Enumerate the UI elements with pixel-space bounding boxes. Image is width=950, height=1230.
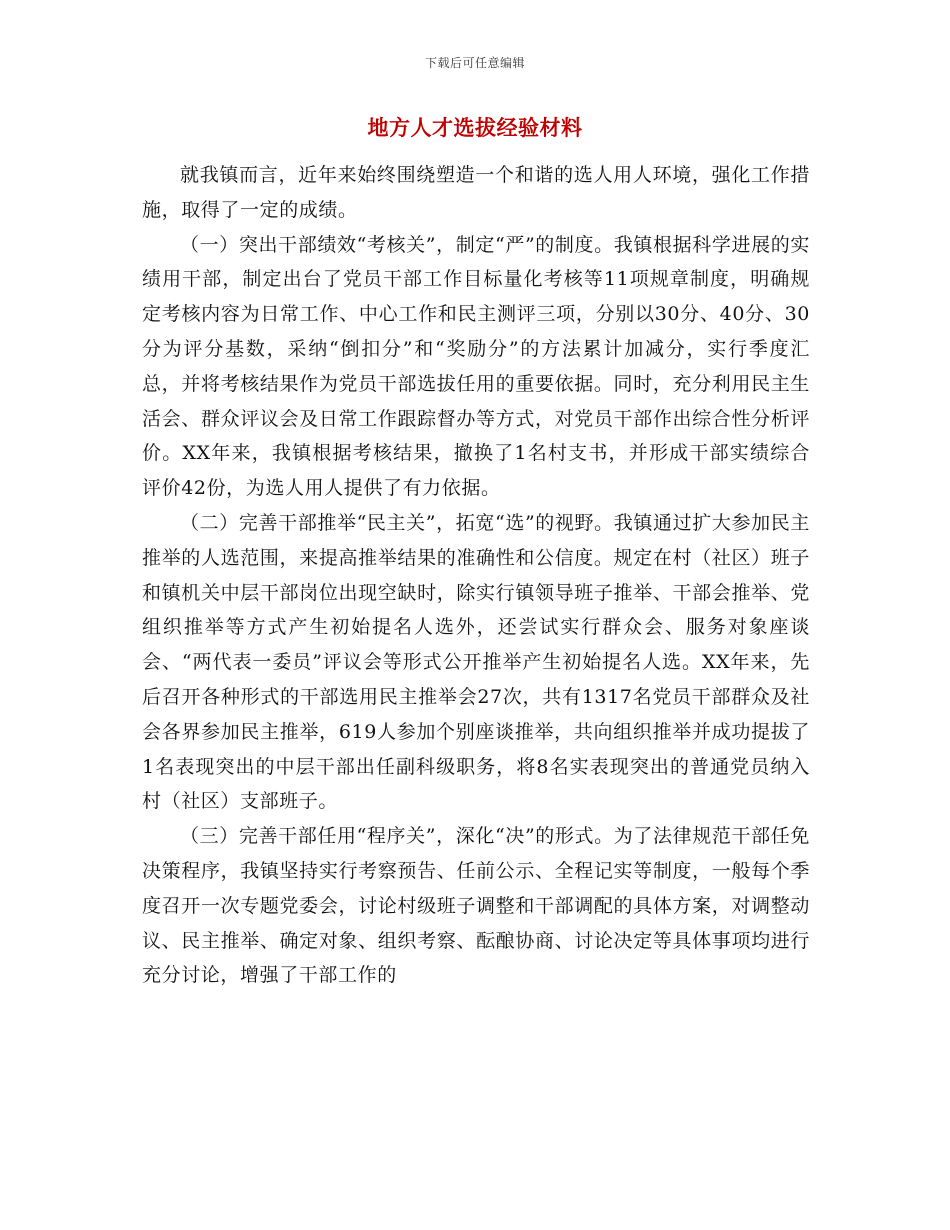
document-body [142,158,810,993]
document-title: 地方人才选拔经验材料 [367,115,583,140]
paragraph-intro: 就我镇而言，近年来始终围绕塑造一个和谐的选人用人环境，强化工作措施，取得了一定的成绩。 [142,164,810,221]
paragraph-procedure: （三）完善干部任用“程序关”，深化“决”的形式。为了法律规范干部任免决策程序，我镇坚持实行考察预告、任前公示、全程记实等制度，一般每个季度召开一次专题党委会，讨论村级班子调整和干部调配的具体方案，对调整动议、民主推举、确定对象、组织考察、酝酿协商、讨论决定等具体事项均进行充分讨论，增强了干部工作的 [142,825,810,987]
paragraph-assessment: （一）突出干部绩效“考核关”，制定“严”的制度。我镇根据科学进展的实绩用干部，制定出台了党员干部工作目标量化考核等11项规章制度，明确规定考核内容为日常工作、中心工作和民主测评三项，分别以30分、40分、30分为评分基数，采纳“倒扣分”和“奖励分”的方法累计加减分，实行季度汇总，并将考核结果作为党员干部选拔任用的重要依据。同时，充分利用民主生活会、群众评议会及日常工作跟踪督办等方式，对党员干部作出综合性分析评价。XX年来，我镇根据考核结果，撤换了1名村支书，并形成干部实绩综合评价42份，为选人用人提供了有力依据。 [142,233,810,500]
paragraph-recommendation: （二）完善干部推举“民主关”，拓宽“选”的视野。我镇通过扩大参加民主推举的人选范围，来提高推举结果的准确性和公信度。规定在村（社区）班子和镇机关中层干部岗位出现空缺时，除实行镇领导班子推举、干部会推举、党组织推举等方式产生初始提名人选外，还尝试实行群众会、服务对象座谈会、“两代表一委员”评议会等形式公开推举产生初始提名人选。XX年来，先后召开各种形式的干部选用民主推举会27次，共有1317名党员干部群众及社会各界参加民主推举，619人参加个别座谈推举，共向组织推举并成功提拔了1名表现突出的中层干部出任副科级职务，将8名实表现突出的普通党员纳入村（社区）支部班子。 [142,511,810,813]
header-note: 下载后可任意编辑 [424,56,525,70]
